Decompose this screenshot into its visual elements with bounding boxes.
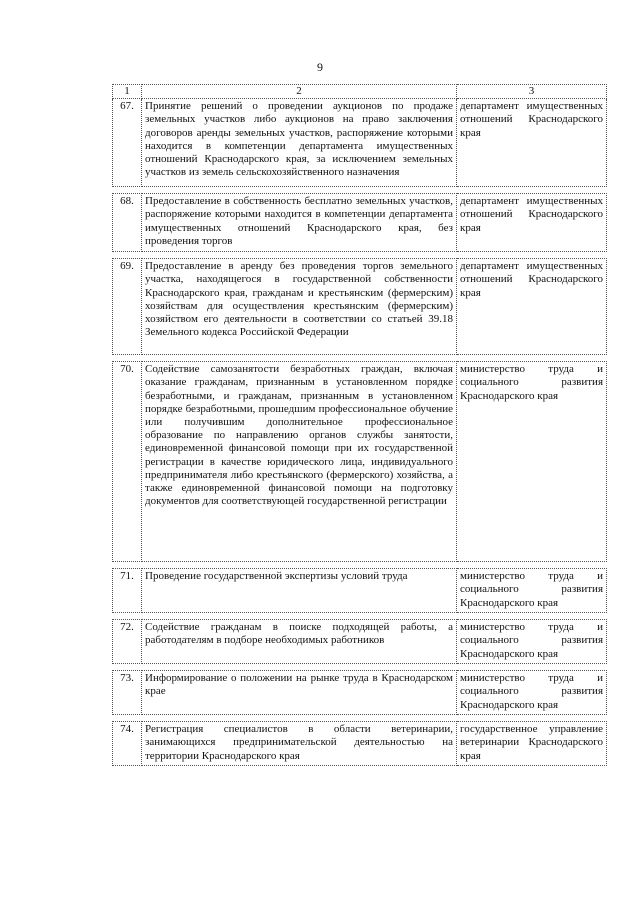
row-responsible: департамент имущественных отношений Краснодарского края — [457, 194, 607, 252]
row-responsible: министерство труда и социального развития Краснодарского края — [457, 671, 607, 715]
row-responsible: министерство труда и социального развития Краснодарского края — [457, 620, 607, 664]
page-number: 9 — [317, 60, 323, 74]
row-description: Предоставление в собственность бесплатно земельных участков, распоряжение которыми находится в компетенции департамента имущественных отношений Краснодарского края, без проведения торгов — [142, 194, 457, 252]
header-row — [113, 85, 607, 99]
table-row — [113, 194, 607, 252]
table-row — [113, 569, 607, 613]
row-description: Проведение государственной экспертизы условий труда — [142, 569, 457, 613]
row-number: 71. — [113, 569, 142, 613]
row-number: 70. — [113, 362, 142, 562]
header-col-1: 1 — [113, 85, 142, 99]
row-description: Регистрация специалистов в области ветеринарии, занимающихся предпринимательской деятельностью на территории Краснодарского края — [142, 722, 457, 766]
row-responsible: министерство труда и социального развития Краснодарского края — [457, 569, 607, 613]
row-number: 72. — [113, 620, 142, 664]
row-description: Предоставление в аренду без проведения торгов земельного участка, находящегося в государственной собственности Краснодарского края, гражданам и крестьянским (фермерским) хозяйствам для осуществления крестьянским (фермерским) хозяйством его деятельности в соответствии со статьей 39.18 Земельного кодекса Российской Федерации — [142, 259, 457, 355]
row-description: Содействие самозанятости безработных граждан, включая оказание гражданам, признанным в установленном порядке безработными, и гражданам, признанным в установленном порядке безработными, прошедшим профессиональное обучение или получившим дополнительное профессиональное образование по направлению органов службы занятости, единовременной финансовой помощи при их государственной регистрации в качестве юридического лица, индивидуального предпринимателя либо крестьянского (фермерского) хозяйства, а также единовременной финансовой помощи на подготовку документов для соответствующей государственной регистрации — [142, 362, 457, 562]
row-responsible: департамент имущественных отношений Краснодарского края — [457, 259, 607, 355]
row-description: Информирование о положении на рынке труда в Краснодарском крае — [142, 671, 457, 715]
services-table — [112, 84, 607, 766]
row-responsible: департамент имущественных отношений Краснодарского края — [457, 99, 607, 187]
table-row — [113, 620, 607, 664]
table-row — [113, 671, 607, 715]
row-description: Содействие гражданам в поиске подходящей работы, а работодателям в подборе необходимых работников — [142, 620, 457, 664]
row-number: 69. — [113, 259, 142, 355]
header-col-2: 2 — [142, 85, 457, 99]
row-number: 74. — [113, 722, 142, 766]
row-responsible: министерство труда и социального развития Краснодарского края — [457, 362, 607, 562]
row-number: 68. — [113, 194, 142, 252]
row-number: 67. — [113, 99, 142, 187]
row-description: Принятие решений о проведении аукционов по продаже земельных участков либо аукционов на право заключения договоров аренды земельных участков, распоряжение которыми находится в компетенции департамента имущественных отношений Краснодарского края, за исключением земельных участков из земель сельскохозяйственного назначения — [142, 99, 457, 187]
row-responsible: государственное управление ветеринарии Краснодарского края — [457, 722, 607, 766]
table-row — [113, 99, 607, 187]
table-row — [113, 362, 607, 562]
header-col-3: 3 — [457, 85, 607, 99]
row-number: 73. — [113, 671, 142, 715]
table-row — [113, 722, 607, 766]
table-row — [113, 259, 607, 355]
